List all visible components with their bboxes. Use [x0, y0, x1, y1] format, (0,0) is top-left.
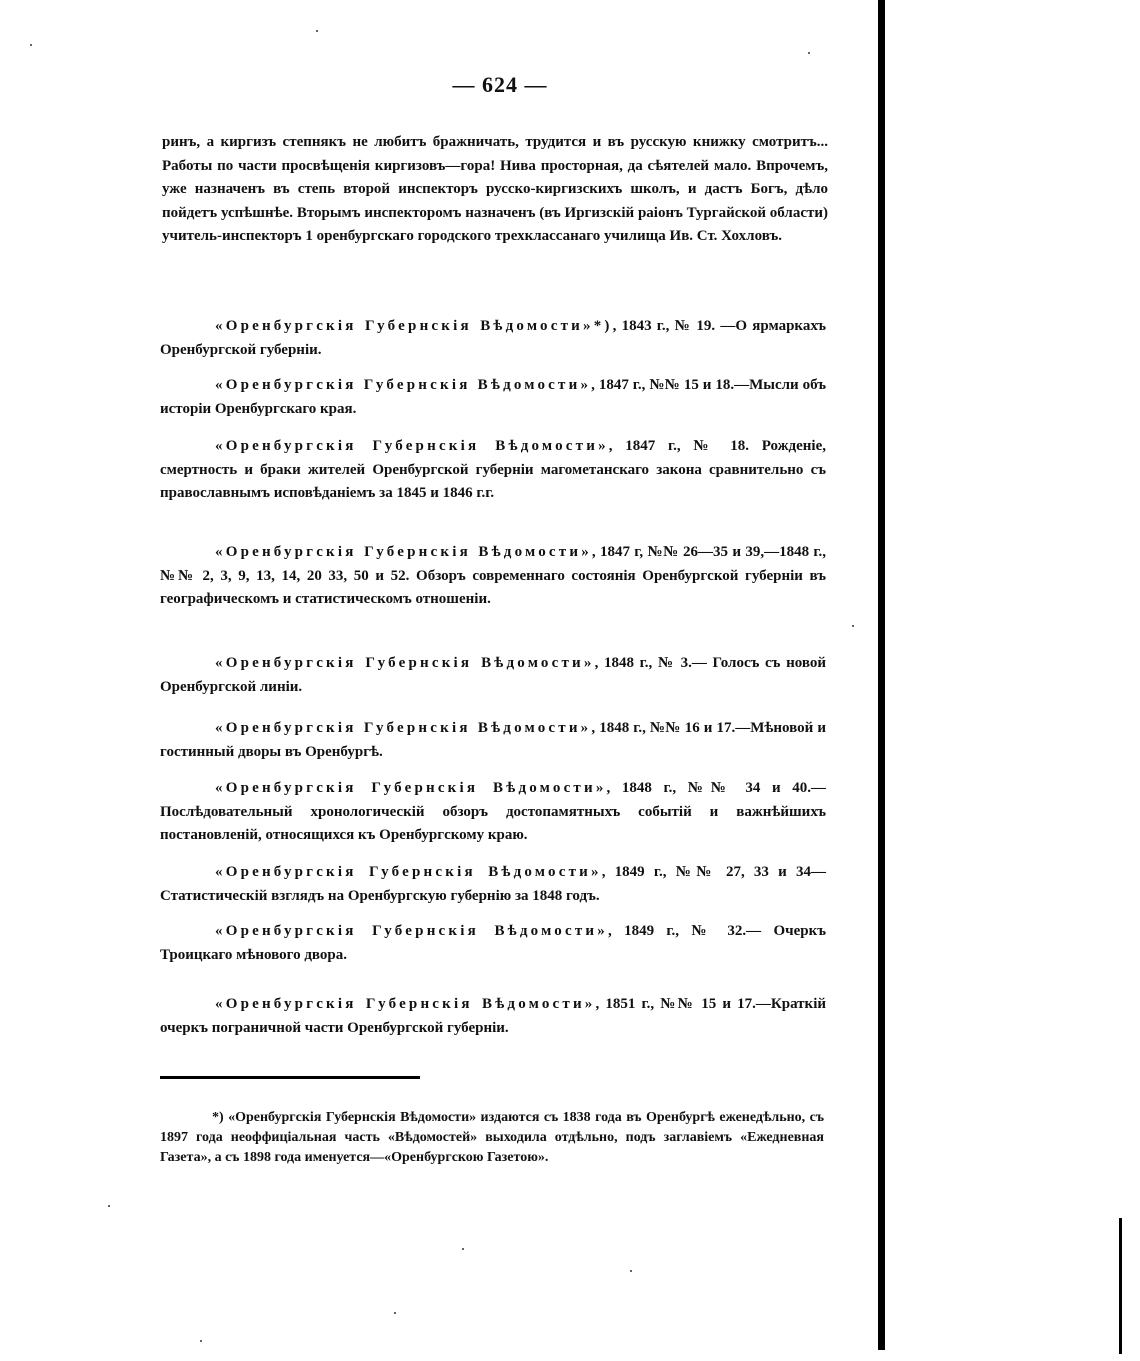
bibliography-entry [160, 993, 826, 1040]
scan-edge-mark [1119, 1218, 1122, 1354]
bibliography-entry [160, 717, 826, 764]
entry-title: «Оренбургскія Губернскія Вѣдомости» [215, 780, 607, 796]
entry-details: , 1849 г., №№ 27, 33 и 34—Статистическій взглядъ на Оренбургскую губернію за 1848 годъ. [160, 864, 826, 904]
scan-speck [852, 625, 854, 627]
scan-speck [200, 1340, 202, 1342]
bibliography-entry [160, 541, 826, 612]
entry-title: «Оренбургскія Губернскія Вѣдомости» [215, 655, 595, 671]
bibliography-entry [160, 861, 826, 908]
entry-details: , 1847 г., № 18. Рожденіе, смертность и браки жителей Оренбургской губерніи магометанскаго закона сравнительно съ православнымъ исповѣданіемъ за 1845 и 1846 г.г. [160, 438, 826, 501]
scan-speck [108, 1205, 110, 1207]
entry-title: «Оренбургскія Губернскія Вѣдомости» [215, 544, 592, 560]
entry-details: , 1848 г., №№ 16 и 17.—Мѣновой и гостинный дворы въ Оренбургѣ. [160, 720, 826, 760]
intro-paragraph: ринъ, а киргизъ степнякъ не любитъ бражничать, трудится и въ русскую книжку смотритъ... Работы по части просвѣщенія киргизовъ—гора! Нива просторная, да сѣятелей мало. Впрочемъ, уже назначенъ въ степь второй инспекторъ русско-киргизскихъ школъ, и дастъ Богъ, дѣло пойдетъ успѣшнѣе. Вторымъ инспекторомъ назначенъ (въ Иргизскій раіонъ Тургайской области) учитель-инспекторъ 1 оренбургскаго городского трехклассанаго училища Ив. Ст. Хохловъ. [162, 134, 828, 244]
bibliography-entry [160, 920, 826, 967]
entry-title: «Оренбургскія Губернскія Вѣдомости» [215, 377, 592, 393]
entry-title: «Оренбургскія Губернскія Вѣдомости»*) [215, 318, 613, 334]
page-edge-rule [878, 0, 885, 1350]
entry-details: , 1848 г., № 3.— Голосъ съ новой Оренбургской линіи. [160, 655, 826, 695]
scan-speck [808, 52, 810, 54]
entry-title: «Оренбургскія Губернскія Вѣдомости» [215, 720, 592, 736]
scan-speck [316, 30, 318, 32]
entry-details: , 1849 г., № 32.— Очеркъ Троицкаго мѣнового двора. [160, 923, 826, 963]
entry-title: «Оренбургскія Губернскія Вѣдомости» [215, 438, 609, 454]
entry-title: «Оренбургскія Губернскія Вѣдомости» [215, 923, 608, 939]
page-number: — 624 — [452, 72, 548, 97]
entry-details: , 1847 г., №№ 15 и 18.—Мысли объ исторіи Оренбургскаго края. [160, 377, 826, 417]
entry-details: , 1847 г, №№ 26—35 и 39,—1848 г., №№ 2, 3, 9, 13, 14, 20 33, 50 и 52. Обзоръ современнаго состоянія Оренбургской губерніи въ географическомъ и статистическомъ отношеніи. [160, 544, 826, 607]
scan-speck [394, 1312, 396, 1314]
scan-speck [630, 1270, 632, 1272]
footnote-separator [160, 1076, 420, 1079]
bibliography-entry [160, 435, 826, 506]
bibliography-entry [160, 777, 826, 848]
scan-speck [462, 1248, 464, 1250]
footnote: *) «Оренбургскія Губернскія Вѣдомости» издаются съ 1838 года въ Оренбургѣ еженедѣльно, съ 1897 года неоффиціальная часть «Вѣдомостей» выходила отдѣльно, подъ заглавіемъ «Ежедневная Газета», а съ 1898 года именуется—«Оренбургскою Газетою». [160, 1110, 824, 1165]
entry-details: , 1851 г., №№ 15 и 17.—Краткій очеркъ пограничной части Оренбургской губерніи. [160, 996, 827, 1036]
bibliography-entry [160, 315, 826, 362]
entry-details: , 1843 г., № 19. —О ярмаркахъ Оренбургской губерніи. [160, 318, 827, 358]
entry-title: «Оренбургскія Губернскія Вѣдомости» [215, 864, 602, 880]
scan-speck [30, 44, 32, 46]
entry-title: «Оренбургскія Губернскія Вѣдомости» [215, 996, 596, 1012]
bibliography-entry [160, 374, 826, 421]
entry-details: , 1848 г., №№ 34 и 40.—Послѣдовательный хронологическій обзоръ достопамятныхъ событій и важнѣйшихъ постановленій, относящихся къ Оренбургскому краю. [160, 780, 826, 843]
bibliography-entry [160, 652, 826, 699]
